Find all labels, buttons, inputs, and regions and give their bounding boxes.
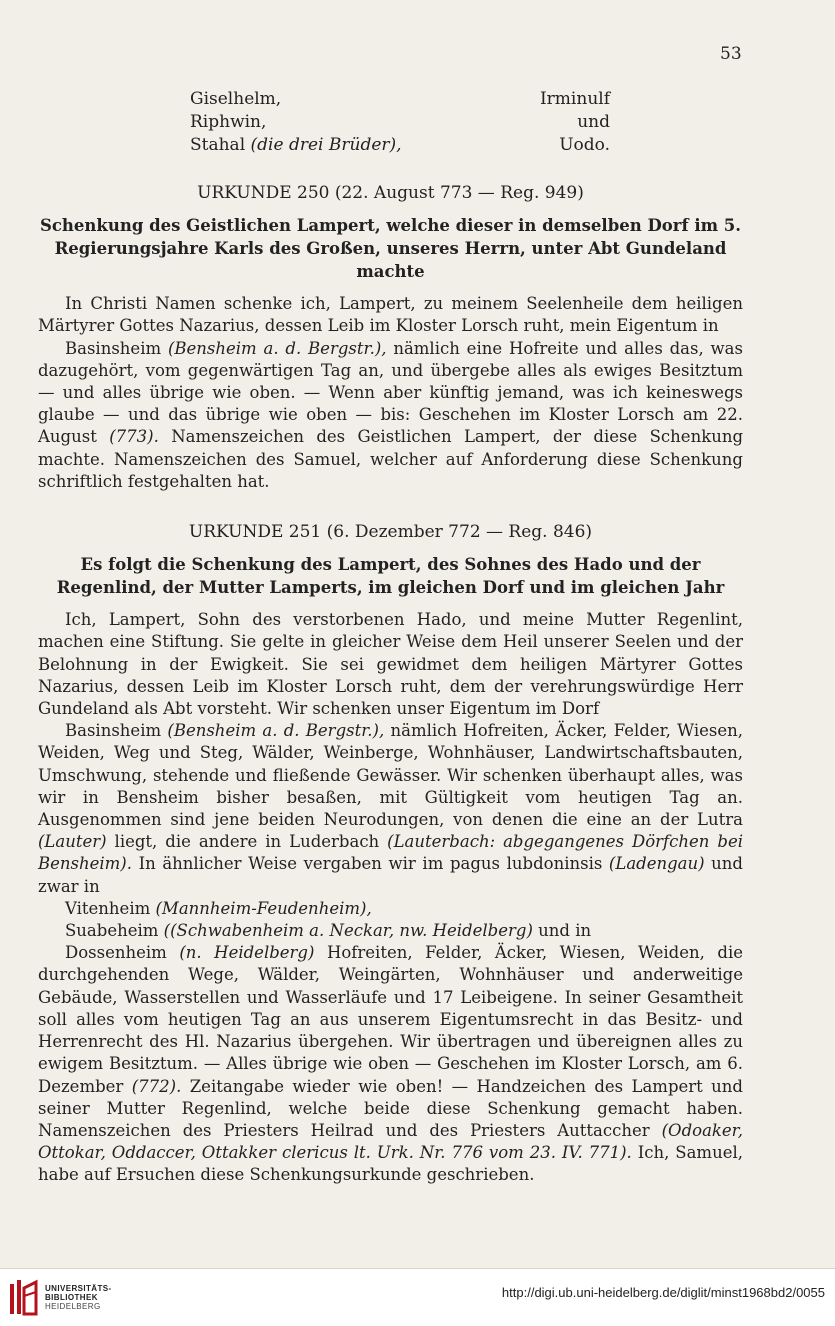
- place-name: Dossenheim: [65, 943, 180, 963]
- witness-name: Stahal: [190, 135, 251, 155]
- text-run: Zeitangabe wieder wie oben! — Handzeichen des Lampert und seiner Mutter Regenlind, welche beide diese Schenkung gemacht haben. Namenszeichen des Priesters Heilrad und des Priesters Auttaccher: [38, 1076, 743, 1140]
- place-name: Basinsheim: [65, 338, 168, 358]
- library-logo-text: [45, 1284, 112, 1311]
- logo-line: BIBLIOTHEK: [45, 1292, 98, 1302]
- charter-251-paragraph: [38, 720, 743, 898]
- witness-list: [190, 88, 610, 157]
- place-note: (Ladengau): [608, 854, 705, 874]
- charter-250-paragraph: [38, 338, 743, 493]
- section-gap: [38, 493, 743, 521]
- place-note: (Bensheim a. d. Bergstr.),: [167, 338, 387, 358]
- place-note: (Mannheim-Feudenheim),: [155, 898, 372, 918]
- witness-left: Giselhelm,: [190, 89, 282, 109]
- place-note: ((Schwabenheim a. Neckar, nw. Heidelberg): [163, 921, 533, 941]
- text-run: Ich, Samuel, habe auf Ersuchen diese Schenkungsurkunde geschrieben.: [38, 1143, 743, 1185]
- logo-line: UNIVERSITÄTS-: [45, 1283, 112, 1293]
- place-note: (Bensheim a. d. Bergstr.),: [167, 721, 385, 741]
- charter-251-paragraph: [38, 920, 743, 942]
- page-content: [38, 182, 743, 1187]
- place-note: (n. Heidelberg): [179, 943, 315, 963]
- charter-250-summary: Schenkung des Geistlichen Lampert, welche dieser in demselben Dorf im 5. Regierungsjahre Karls des Großen, unseres Herrn, unter Abt Gundeland machte: [39, 216, 742, 282]
- witness-left: Riphwin,: [190, 112, 267, 132]
- text-run: Hofreiten, Felder, Äcker, Wiesen, Weiden, die durchgehenden Wege, Wälder, Weingärten, Wohnhäuser und anderweitige Gebäude, Wasserstellen und Wasserläufe und 17 Leibeigene. In seiner Gesamtheit soll alles vom heutigen Tag an aus unserem Eigentumsrecht in das Besitz- und Herrenrecht des Hl. Nazarius übergehen. Wir übertragen und übereignen alles zu ewigem Besitztum. — Alles übrige wie oben — Geschehen im Kloster Lorsch, am 6. Dezember: [38, 943, 743, 1096]
- charter-251-summary: Es folgt die Schenkung des Lampert, des Sohnes des Hado und der Regenlind, der Mutter Lamperts, im gleichen Dorf und im gleichen Jahr: [56, 555, 725, 598]
- text-run: nämlich Hofreiten, Äcker, Felder, Wiesen, Weiden, Weg und Steg, Wälder, Weinberge, Wohnhäuser, Landwirtschaftsbauten, Umschwung, stehende und fließende Gewässer. Wir schenken überhaupt alles, was wir in Bensheim bisher besaßen, mit Gültigkeit vom heutigen Tag an. Ausgenommen sind jene beiden Neurodungen, von denen die eine an der Lutra: [38, 721, 743, 830]
- text-run: und in: [532, 921, 592, 941]
- library-logo-icon: [8, 1278, 40, 1316]
- text-run: liegt, die andere in Luderbach: [106, 832, 388, 852]
- place-note: (Lauter): [38, 832, 107, 852]
- witness-right: Irminulf: [539, 89, 610, 109]
- witness-right: und: [577, 112, 610, 132]
- charter-251-heading: URKUNDE 251 (6. Dezember 772 — Reg. 846): [188, 522, 593, 543]
- date-note: (772).: [131, 1076, 182, 1096]
- place-name: Suabeheim: [65, 921, 164, 941]
- viewer-footer: [0, 1268, 835, 1326]
- source-url-link[interactable]: http://digi.ub.uni-heidelberg.de/diglit/minst1968bd2/0055: [501, 1285, 825, 1300]
- date-note: (773).: [109, 427, 159, 447]
- text-run: In ähnlicher Weise vergaben wir im pagus lubdoninsis: [131, 854, 609, 874]
- charter-251-paragraph: Ich, Lampert, Sohn des verstorbenen Hado, und meine Mutter Regenlint, machen eine Stiftung. Sie gelte in gleicher Weise dem Heil unserer Seelen und der Belohnung in der Ewigkeit. Sie sei gewidmet dem heiligen Märtyrer Gottes Nazarius, dessen Leib im Kloster Lorsch ruht, dem der verehrungswürdige Herr Gundeland als Abt vorsteht. Wir schenken unser Eigentum im Dorf: [38, 610, 743, 719]
- place-name: Vitenheim: [65, 898, 156, 918]
- library-logo[interactable]: [8, 1278, 112, 1316]
- witness-row: [190, 88, 610, 111]
- witness-note: (die drei Brüder),: [250, 135, 402, 155]
- charter-250-paragraph: In Christi Namen schenke ich, Lampert, zu meinem Seelenheile dem heiligen Märtyrer Gottes Nazarius, dessen Leib im Kloster Lorsch ruht, mein Eigentum in: [38, 294, 743, 336]
- witness-row: [190, 111, 610, 134]
- logo-line: HEIDELBERG: [45, 1301, 101, 1311]
- witness-left: [190, 134, 402, 157]
- text-run: nämlich eine Hofreite und alles das, was dazugehört, vom gegenwärtigen Tag an, und übergebe alles als ewiges Besitztum — und alles übrige wie oben. — Wenn aber künftig jemand, was ich keineswegs glaube — und das übrige wie oben — bis: Geschehen im Kloster Lorsch am 22. August: [38, 338, 743, 447]
- text-run: Namenszeichen des Geistlichen Lampert, der diese Schenkung machte. Namenszeichen des Samuel, welcher auf Anforderung diese Schenkung schriftlich festgehalten hat.: [38, 427, 744, 491]
- text-run: und zwar in: [38, 854, 743, 896]
- place-name: Basinsheim: [65, 721, 168, 741]
- witness-right: Uodo.: [559, 135, 610, 155]
- name-note: (Odoaker, Ottokar, Oddaccer, Ottakker clericus lt. Urk. Nr. 776 vom 23. IV. 771).: [38, 1120, 743, 1163]
- page-number: 53: [720, 44, 742, 64]
- charter-251-paragraph: [38, 898, 743, 920]
- charter-251-paragraph: [38, 942, 743, 1186]
- witness-row: [190, 134, 610, 157]
- charter-250-heading: URKUNDE 250 (22. August 773 — Reg. 949): [197, 183, 584, 203]
- place-note: (Lauterbach: abgegangenes Dörfchen bei Bensheim).: [38, 832, 743, 874]
